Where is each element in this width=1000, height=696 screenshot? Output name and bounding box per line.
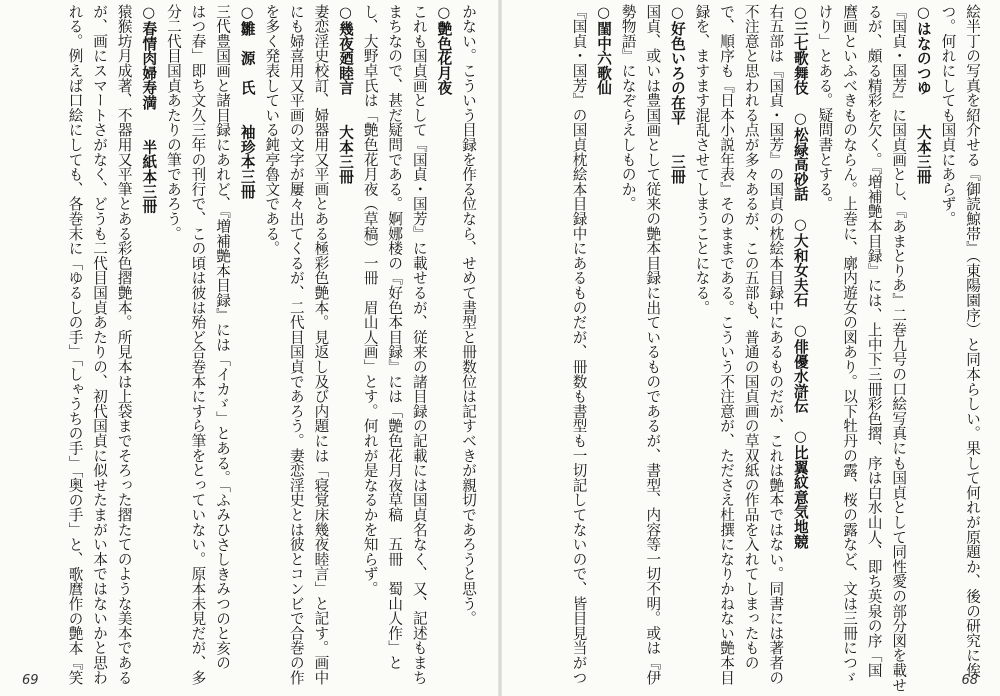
text-line: つ。何れにしても国貞にあらず。: [939, 4, 957, 226]
text-line: けり」とある。疑問書とする。: [816, 4, 834, 212]
entry-heading: ○閨中六歌仙: [595, 4, 613, 96]
text-line: を多く発表している鈍亭魯文である。: [263, 4, 281, 256]
text-line: 『国貞・国芳』に国貞画とし、『あまとりあ』二巻九号の口絵写真にも国貞として同性愛の部分図を載せ: [890, 4, 908, 693]
text-line: かない。こういう目録を作る位なら、せめて書型と冊数位は記すべきが親切であろうと思う。: [460, 4, 477, 626]
text-line: はつ春」即ち文久三年の刊行で、この頃は彼は殆ど合巻本にすら筆をとっていない。原本未見だが、多: [189, 4, 207, 685]
text-line: 録を、ますます混乱させてしまうことになる。: [693, 4, 711, 315]
entry-heading: ○艶色花月夜: [435, 4, 453, 96]
text-line: 勢物語』になぞらえしものか。: [619, 4, 637, 212]
text-line: 国貞、或いは豊国画として従来の艶本目録に出ているものであるが、書型、内容等一切不明。或は『伊: [644, 4, 662, 685]
entry-heading: ○幾夜廼睦言 大本三冊: [337, 4, 355, 184]
text-line: で、順序も『日本小説年表』そのままである。こういう不注意が、たださえ杜撰になりかねない艶本目: [718, 4, 736, 685]
right-page: [500, 0, 1000, 696]
text-line: にも婦喜用又平画の文字が屢々出てくるが、二代目国貞であろう。妻恋淫史とは彼とコンビで合巻の作: [287, 4, 305, 685]
entry-heading: ○三七歌舞伎 ○松緑高砂話 ○大和女夫石 ○俳優水滸伝 ○比翼紋意気地競: [791, 4, 809, 549]
page-number: 68: [961, 673, 978, 688]
page-number: 69: [22, 673, 39, 688]
text-line: 不注意と思われる点が多々あるが、この五部も、普通の国貞画の草双紙の作品を入れてしまったもの: [742, 4, 760, 670]
entry-heading: ○春情肉婦寿満 半紙本三冊: [140, 4, 158, 214]
entry-heading: ○好色いろの在平 三冊: [668, 4, 686, 184]
text-line: 絵半丁の写真を紹介せる『御読鯨帯』（東陽園序）と同本らしい。果して何れが原題か、後の研究に俟: [964, 4, 981, 678]
left-page-text: [62, 4, 480, 685]
text-line: し、大野卓氏は「艶色花月夜（草稿）一冊 眉山人画」とす。何れが是なるかを知らず。: [361, 4, 379, 596]
text-line: これも国貞画として『国貞・国芳』に載せるが、従来の諸目録の記載には国貞名なく、又、記述もまち: [410, 4, 428, 685]
entry-heading: ○雛 源 氏 袖珍本三冊: [238, 4, 256, 199]
text-line: 右五部は『国貞・国芳』の国貞の枕絵本目録中にあるものだが、これは艶本ではない。同書には著者の: [767, 4, 785, 685]
text-line: 三代豊国画と諸目録にあれど、『増補艶本目録』には「イカゞ」とある。「ふみひさしきみつのと亥の: [214, 4, 232, 671]
text-line: 分二代目国貞あたりの筆であろう。: [164, 4, 182, 241]
text-line: まちなので、甚だ疑問である。婀娜楼の『好色本目録』には「艶色花月夜草稿 五冊 蜀山人作」と: [386, 4, 404, 670]
text-line: 妻恋淫史校訂、婦器用又平画とある極彩色艶本。見返し及び内題には「寝覚床幾夜睦言」と記す。画中: [312, 4, 330, 685]
text-line: れる。例えば口絵にしても、各巻末に「ゆるしの手」「しゃうちの手」「奥の手」と、歌麿作の艶本『笑: [66, 4, 84, 685]
text-line: 『国貞・国芳』の国貞枕絵本目録中にあるものだが、冊数も書型も一切記してないので、皆目見当がつ: [570, 4, 588, 685]
text-line: るが、頗る精彩を欠く。『増補艶本目録』には、上中下三冊彩色摺、序は白水山人、即ち英泉の序「国: [865, 4, 883, 678]
text-line: が、画にスマートさがなく、どうも二代目国貞あたりの、初代国貞に似せたまがい本ではないかと思わ: [91, 4, 109, 685]
text-line: 麿画といふべきものならん。上巻に、廓内遊女の図あり。以下牡丹の露、桜の露など、文は三冊につゞ: [841, 4, 859, 685]
entry-heading: ○はなのつゆ 大本三冊: [914, 4, 932, 184]
text-line: 猿猴坊月成著、不器用又平筆とある彩色摺艶本。所見本は上袋までそろった摺たてのような美本である: [115, 4, 133, 685]
